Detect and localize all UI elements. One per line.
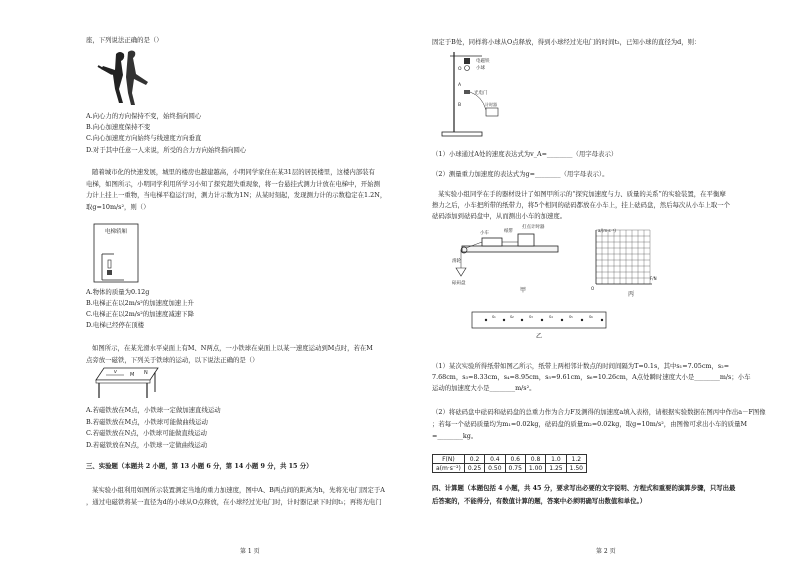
figure-bing-graph	[588, 226, 658, 298]
label-pan: 砝码盘	[452, 281, 466, 286]
dancers-figure	[94, 46, 154, 106]
label-m: M	[130, 372, 135, 378]
figure-jia	[452, 222, 564, 294]
cell: 1.00	[525, 464, 545, 473]
label-o: O	[458, 67, 462, 72]
table-row-accel	[433, 464, 587, 473]
caption-yi: 乙	[536, 333, 543, 340]
label-ball: 小球	[476, 66, 485, 71]
table-figure	[94, 366, 160, 400]
label-em: 电磁铁	[476, 59, 490, 64]
exp2-p1-line2: 7.68cm，s₃=8.33cm，s₄=8.95cm，s₅=9.61cm，s₆=10.26cm，A点处瞬时速度大小是________m/s；小车	[432, 373, 751, 381]
tape-s2: s₂	[510, 314, 514, 319]
elevator-para-3: 力计上挂上一重物，当电梯平稳运行时，测力计示数为1N；从某时刻起，发现测力计的示数稳定在1.2N，	[86, 191, 387, 199]
exp1-q2: （2）测量重力加速度的表达式为g=________（用字母表示）。	[432, 170, 609, 178]
exp1-continuation: 固定于B处，同样将小球从O点释放，得到小球经过光电门的时间t₂，已知小球的直径为d，则：	[432, 38, 701, 46]
figure-yi-tape	[472, 308, 608, 340]
table-row-force	[433, 455, 587, 464]
tape-s4: s₄	[549, 314, 553, 319]
graph-y-label: a/(m·s⁻²)	[598, 228, 616, 233]
cell: 0.75	[505, 464, 525, 473]
section-4-heading-1: 四、计算题（本题包括 4 小题，共 45 分，要求写出必要的文字说明、方程式和重要的演算步骤，只写出最	[432, 484, 736, 492]
exp1-q1: （1）小球通过A处的速度表达式为v_A=________（用字母表示）	[432, 150, 618, 158]
cell: 0.2	[464, 455, 484, 464]
graph-x-label: F/N	[650, 276, 657, 281]
section-4-heading-2: 后答案的，不能得分，有数值计算的题，答案中必须明确写出数值和单位。）	[432, 497, 647, 505]
elevator-option-d: D.电梯已经停在顶楼	[86, 321, 145, 329]
elevator-option-a: A.物体的质量为0.12g	[86, 288, 150, 296]
table-option-b: B.若磁铁放在M点，小铁球可能做曲线运动	[86, 418, 208, 426]
tape-s1: s₁	[492, 314, 496, 319]
label-v: v	[114, 369, 117, 375]
label-car: 小车	[480, 231, 489, 236]
page-number-right: 第 2 页	[596, 548, 616, 555]
right-column	[432, 0, 768, 562]
option-c: C.向心加速度方向始终与线速度方向垂直	[86, 134, 202, 142]
tape-s6: s₆	[589, 314, 593, 319]
force-acceleration-table	[432, 454, 587, 473]
label-a: A	[458, 83, 462, 88]
question-stem-tail: 座，下列说法正确的是（）	[86, 36, 163, 44]
graph-origin: O	[591, 286, 595, 291]
cell: 1.25	[546, 464, 566, 473]
caption-bing: 丙	[628, 291, 635, 298]
label-gate: 光电门	[474, 91, 488, 96]
exp2-p2-line3: =________kg。	[432, 432, 478, 440]
table-option-c: C.若磁铁放在N点，小铁球可能做直线运动	[86, 429, 207, 437]
cell: F(N)	[433, 455, 465, 464]
exp2-p2-line2: ；若每一个砝码质量均为m₁=0.02kg，砝码盘的质量m₂=0.02kg，取g=10m/s²，由图像可求出小车的质量M	[432, 420, 748, 428]
elevator-para-1: 随着城市化的快速发展，城里的楼房也越建越高，小明同学家住在某31层的居民楼里，这楼内部装有	[92, 168, 375, 176]
elevator-option-c: C.电梯正在以2m/s²的加速度减速下降	[86, 310, 194, 318]
elevator-figure	[94, 224, 138, 284]
exp2-p1-line1: （1）某次实验所得纸带如图乙所示，纸带上两相邻计数点的时间间隔为T=0.1s，其中s₁=7.05cm，s₂=	[432, 362, 730, 370]
tape-s5: s₅	[569, 314, 573, 319]
caption-jia: 甲	[520, 287, 527, 294]
elevator-para-4: 取g=10m/s²，则（）	[86, 203, 150, 211]
cell: a(m·s⁻²)	[433, 464, 465, 473]
option-a: A.向心力的方向保持不变，始终指向圆心	[86, 112, 202, 120]
cell: 0.25	[464, 464, 484, 473]
cell: 1.50	[566, 464, 586, 473]
left-column	[86, 0, 412, 562]
page-number-left: 第 1 页	[240, 548, 260, 555]
elevator-para-2: 电梯，如图所示，小明同学利用所学习小知了探究超失重现象，将一台悬挂式测力计放在电梯中，开始测	[86, 180, 380, 188]
apparatus-figure	[440, 48, 500, 138]
cell: 0.50	[485, 464, 505, 473]
exp2-para-3: 砝码添加到砝码盘中，从而测出小车的加速度。	[432, 212, 567, 220]
elevator-option-b: B.电梯正在以2m/s²的加速度加速上升	[86, 299, 194, 307]
cell: 1.2	[566, 455, 586, 464]
exp2-p2-line1: （2）将砝码盘中砝码和砝码盘的总重力作为合力F及测得的加速度a填入表格，请根据实验数据在图丙中作出a－F图像	[432, 408, 766, 416]
table-option-d: D.若磁铁放在N点，小铁球一定做曲线运动	[86, 441, 208, 449]
label-timer: 计时器	[485, 102, 497, 107]
cell: 1.0	[546, 455, 566, 464]
option-b: B.向心加速度保持不变	[86, 123, 151, 131]
label-n: N	[144, 370, 148, 376]
exp2-para-2: 擦力之后，小车把所带的纸带力，将5个相同的砝码都放在小车上，挂上砝码盘，然后每次从小车上取一个	[432, 201, 731, 209]
table-para-1: 如图所示，在某光滑水平桌面上有M、N两点，一小铁球在桌面上以某一速度运动到M点时，若在M	[92, 344, 373, 352]
exp2-para-1: 某实验小组同学在手的器材设计了如图甲所示的“探究加速度与力、质量的关系”的实验装置，在平衡摩	[438, 190, 726, 198]
table-option-a: A.若磁铁放在M点，小铁球一定做加速直线运动	[86, 406, 221, 414]
elevator-label: 电梯轿厢	[104, 229, 128, 235]
section-3-heading: 三、实验题（本题共 2 小题，第 13 小题 6 分，第 14 小题 9 分，共 15 分）	[86, 462, 313, 470]
table-para-2: 点旁放一磁铁，下列关于铁球的运动，以下说法正确的是（）	[86, 356, 259, 364]
label-b: B	[458, 103, 462, 108]
label-timer2: 打点计时器	[522, 225, 545, 230]
exp1-para-1: 某实验小组利用如图所示装置测定当地的重力加速度，图中A、B两点间的距离为h，先将光电门固定于A	[92, 486, 385, 494]
label-pulley: 滑轮	[452, 259, 461, 264]
cell: 0.8	[525, 455, 545, 464]
cell: 0.4	[485, 455, 505, 464]
label-tape: 纸带	[504, 229, 513, 234]
tape-s3: s₃	[529, 314, 533, 319]
graph-grid	[596, 230, 650, 284]
option-d: D.对于其中任意一人来说，所受的合力方向始终指向圆心	[86, 146, 247, 154]
exp1-para-2: ，通过电磁铁将某一直径为d的小球从O点释放，在小球经过光电门时，计时器记录下时间t₁；再将光电门	[86, 498, 382, 506]
exp2-p1-line3: 运动的加速度大小是________m/s²。	[432, 384, 536, 392]
cell: 0.6	[505, 455, 525, 464]
